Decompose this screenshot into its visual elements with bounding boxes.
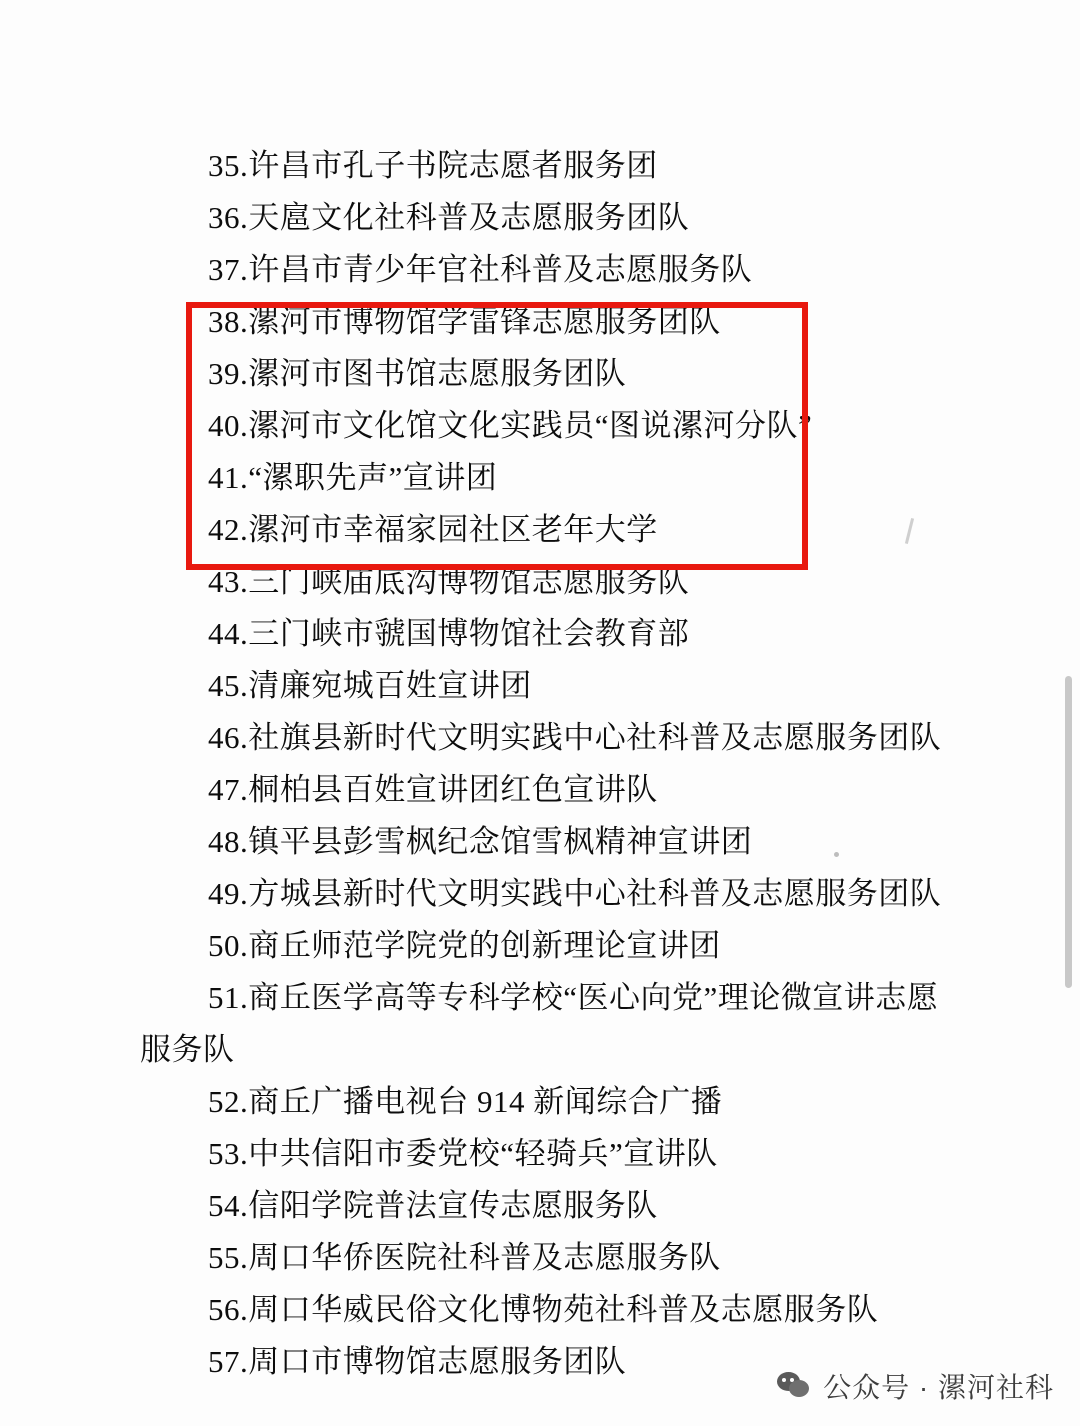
document-line: 37.许昌市青少年官社科普及志愿服务队 — [208, 252, 753, 287]
document-line: 51.商丘医学高等专科学校“医心向党”理论微宣讲志愿 — [208, 980, 939, 1015]
document-line: 39.漯河市图书馆志愿服务团队 — [208, 356, 627, 391]
document-line: 35.许昌市孔子书院志愿者服务团 — [208, 148, 658, 183]
watermark-label: 公众号 · 漯河社科 — [823, 1372, 1054, 1403]
document-line: 54.信阳学院普法宣传志愿服务队 — [208, 1188, 658, 1223]
document-line: 47.桐柏县百姓宣讲团红色宣讲队 — [208, 772, 658, 807]
document-line: 53.中共信阳市委党校“轻骑兵”宣讲队 — [208, 1136, 718, 1171]
document-line: 40.漯河市文化馆文化实践员“图说漯河分队” — [208, 408, 813, 443]
document-line: 46.社旗县新时代文明实践中心社科普及志愿服务团队 — [208, 720, 942, 755]
wechat-icon — [777, 1372, 811, 1400]
document-line: 55.周口华侨医院社科普及志愿服务队 — [208, 1240, 721, 1275]
document-line: 57.周口市博物馆志愿服务团队 — [208, 1344, 627, 1379]
document-line: 45.清廉宛城百姓宣讲团 — [208, 668, 532, 703]
document-line: 38.漯河市博物馆学雷锋志愿服务团队 — [208, 304, 721, 339]
document-line: 48.镇平县彭雪枫纪念馆雪枫精神宣讲团 — [208, 824, 753, 859]
document-line: 36.天扈文化社科普及志愿服务团队 — [208, 200, 690, 235]
scan-artifact-dot — [834, 852, 839, 857]
document-line: 服务队 — [140, 1032, 235, 1067]
document-line: 43.三门峡庙底沟博物馆志愿服务队 — [208, 564, 690, 599]
document-line: 44.三门峡市虢国博物馆社会教育部 — [208, 616, 690, 651]
document-line: 42.漯河市幸福家园社区老年大学 — [208, 512, 658, 547]
vertical-scrollbar[interactable] — [1065, 676, 1072, 988]
document-line: 56.周口华威民俗文化博物苑社科普及志愿服务队 — [208, 1292, 879, 1327]
watermark — [777, 1366, 1054, 1406]
document-line: 41.“漯职先声”宣讲团 — [208, 460, 498, 495]
document-line: 52.商丘广播电视台 914 新闻综合广播 — [208, 1084, 723, 1119]
document-line: 50.商丘师范学院党的创新理论宣讲团 — [208, 928, 721, 963]
document-line: 49.方城县新时代文明实践中心社科普及志愿服务团队 — [208, 876, 942, 911]
